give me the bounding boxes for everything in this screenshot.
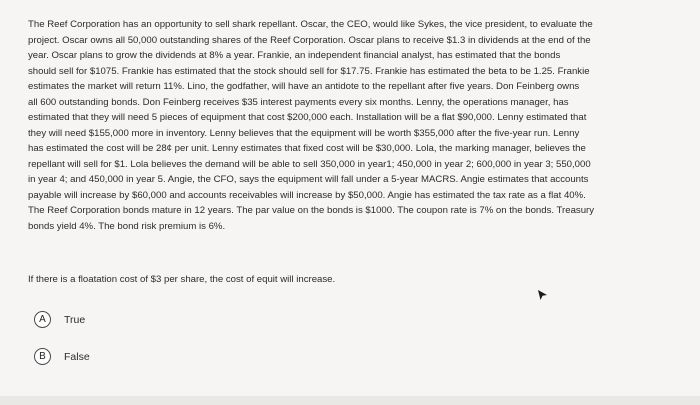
option-b-label[interactable]: False [64, 350, 90, 363]
passage-line: has estimated the cost will be 28¢ per unit. Lenny estimates that fixed cost will be $30,000. Lola, the marking manager, believes the [28, 143, 586, 154]
passage-line: they will need $155,000 more in inventory. Lenny believes that the equipment will be worth $355,000 after the five-year run. Lenny [28, 127, 580, 139]
passage-line: bonds yield 4%. The bond risk premium is 6%. [28, 220, 226, 232]
passage-line: year. Oscar plans to grow the dividends at 8% a year. Frankie, an independent financial analyst, has estimated that the bonds [28, 50, 561, 61]
passage-line: in year 4; and 450,000 in year 5. Angie, the CFO, says the equipment will fall under a 5-year MACRS. Angie estimates that accounts [28, 174, 589, 185]
arrow-cursor-icon [536, 289, 548, 301]
question-prompt: If there is a floatation cost of $3 per share, the cost of equit will increase. [28, 274, 336, 285]
passage-line: all 600 outstanding bonds. Don Feinberg receives $35 interest payments every six months. Lenny, the operations manager, has [28, 96, 569, 108]
passage-line: project. Oscar owns all 50,000 outstanding shares of the Reef Corporation. Oscar plans to receive $1.3 in dividends at the end of the [28, 34, 591, 46]
option-b-false[interactable] [34, 348, 90, 365]
option-a-label[interactable]: True [64, 313, 86, 326]
passage-line: estimated that they will need 5 pieces of equipment that cost $200,000 each. Installation will be a flat $90,000. Lenny estimated that [28, 112, 587, 123]
problem-passage [28, 17, 694, 234]
page-bottom-divider [0, 396, 700, 405]
passage-line: repellant will sell for $1. Lola believes the demand will be able to sell 350,000 in year1; 450,000 in year 2; 600,000 in year 3; 550,000 [28, 158, 591, 170]
passage-line: The Reef Corporation bonds mature in 12 years. The par value on the bonds is $1000. The coupon rate is 7% on the bonds. Treasury [28, 205, 595, 216]
passage-line: estimates the market will return 11%. Lino, the godfather, will have an antidote to the repellant after five years. Don Feinberg owns [28, 81, 580, 92]
option-a-letter-badge[interactable]: A [34, 311, 51, 328]
passage-line: payable will increase by $60,000 and accounts receivables will increase by $50,000. Angie has estimated the tax rate as a flat 40%. [28, 189, 586, 201]
option-b-letter-badge[interactable]: B [34, 348, 51, 365]
passage-line: The Reef Corporation has an opportunity to sell shark repellant. Oscar, the CEO, would like Sykes, the vice president, to evaluate the [28, 19, 593, 30]
option-a-true[interactable] [34, 311, 85, 328]
passage-line: should sell for $1075. Frankie has estimated that the stock should sell for $17.75. Frankie has estimated the beta to be 1.25. Frankie [28, 65, 590, 77]
